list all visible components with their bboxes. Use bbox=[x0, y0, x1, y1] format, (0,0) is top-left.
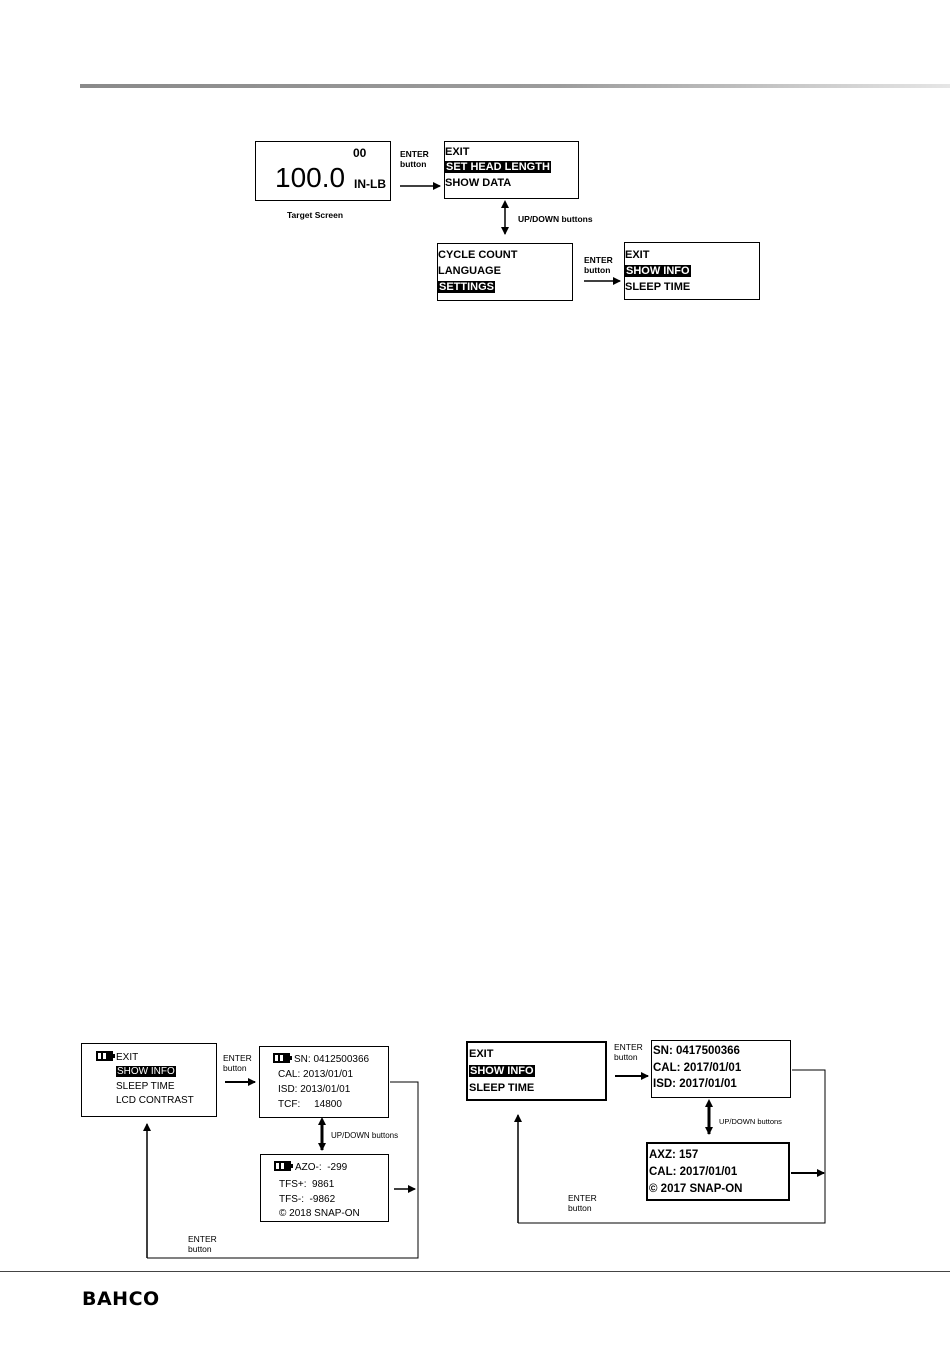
menu-2-item-cycle-count: CYCLE COUNT bbox=[438, 249, 518, 261]
brand-logo: BAHCO bbox=[82, 1288, 160, 1310]
footer-rule bbox=[0, 1271, 950, 1272]
bl-info-2-tfs-minus: TFS-: -9862 bbox=[279, 1194, 336, 1205]
br-info-2-copyright: © 2017 SNAP-ON bbox=[649, 1183, 743, 1195]
target-value: 100.0 bbox=[275, 162, 346, 193]
menu-1-item-show-data: SHOW DATA bbox=[445, 177, 512, 189]
menu-3 bbox=[624, 242, 760, 300]
target-unit: IN-LB bbox=[354, 177, 386, 191]
menu-3-item-show-info: SHOW INFO bbox=[626, 265, 690, 277]
menu-1-item-exit: EXIT bbox=[445, 146, 470, 158]
br-enter-label: ENTER button bbox=[614, 1042, 643, 1062]
bl-updown-label: UP/DOWN buttons bbox=[331, 1131, 399, 1140]
bl-menu bbox=[81, 1043, 217, 1117]
bl-info-1-sn: SN: 0412500366 bbox=[294, 1054, 370, 1065]
battery-icon bbox=[273, 1053, 290, 1063]
bl-menu-item-lcd-contrast: LCD CONTRAST bbox=[116, 1095, 194, 1106]
target-screen bbox=[255, 141, 391, 201]
menu-1-item-set-head-length: SET HEAD LENGTH bbox=[446, 161, 550, 173]
menu-2-item-language: LANGUAGE bbox=[438, 265, 501, 277]
bl-info-2-azo: AZO-: -299 bbox=[295, 1162, 348, 1173]
bl-menu-item-exit: EXIT bbox=[116, 1052, 139, 1063]
bl-enter-label: ENTER button bbox=[223, 1053, 252, 1073]
bl-info-2-tfs-plus: TFS+: 9861 bbox=[279, 1179, 335, 1190]
bl-info-1-isd: ISD: 2013/01/01 bbox=[278, 1084, 351, 1095]
menu-3-item-sleep-time: SLEEP TIME bbox=[625, 281, 691, 293]
battery-icon bbox=[274, 1161, 291, 1171]
br-menu-item-sleep-time: SLEEP TIME bbox=[469, 1082, 535, 1094]
target-small-value: 00 bbox=[353, 146, 367, 160]
bl-return-label: ENTER button bbox=[188, 1234, 217, 1254]
bl-info-1-cal: CAL: 2013/01/01 bbox=[278, 1069, 354, 1080]
br-info-2-cal: CAL: 2017/01/01 bbox=[649, 1166, 738, 1178]
menu-3-item-exit: EXIT bbox=[625, 249, 650, 261]
updown-label-top: UP/DOWN buttons bbox=[518, 214, 593, 224]
menu-2-item-settings: SETTINGS bbox=[439, 281, 495, 293]
br-updown-label: UP/DOWN buttons bbox=[719, 1117, 782, 1126]
br-info-1-sn: SN: 0417500366 bbox=[653, 1045, 740, 1057]
bl-info-1 bbox=[259, 1046, 389, 1118]
br-info-2-axz: AXZ: 157 bbox=[649, 1149, 699, 1161]
br-info-2 bbox=[646, 1142, 790, 1201]
br-menu bbox=[466, 1041, 607, 1101]
br-menu-item-show-info: SHOW INFO bbox=[470, 1065, 534, 1077]
bl-info-1-tcf: TCF: 14800 bbox=[278, 1099, 342, 1110]
br-info-1 bbox=[651, 1040, 791, 1098]
menu-2 bbox=[437, 243, 573, 301]
menu-1 bbox=[444, 141, 579, 199]
battery-icon bbox=[96, 1051, 113, 1061]
bl-menu-item-sleep-time: SLEEP TIME bbox=[116, 1081, 175, 1092]
br-info-1-cal: CAL: 2017/01/01 bbox=[653, 1062, 742, 1074]
target-screen-caption: Target Screen bbox=[287, 210, 344, 220]
enter-label-1: ENTER button bbox=[400, 149, 429, 169]
bl-info-2-copyright: © 2018 SNAP-ON bbox=[279, 1208, 360, 1219]
enter-label-2: ENTER button bbox=[584, 255, 613, 275]
bl-menu-item-show-info: SHOW INFO bbox=[117, 1066, 175, 1077]
br-menu-item-exit: EXIT bbox=[469, 1048, 494, 1060]
br-info-1-isd: ISD: 2017/01/01 bbox=[653, 1078, 737, 1090]
bl-info-2 bbox=[260, 1154, 389, 1222]
br-return-label: ENTER button bbox=[568, 1193, 597, 1213]
